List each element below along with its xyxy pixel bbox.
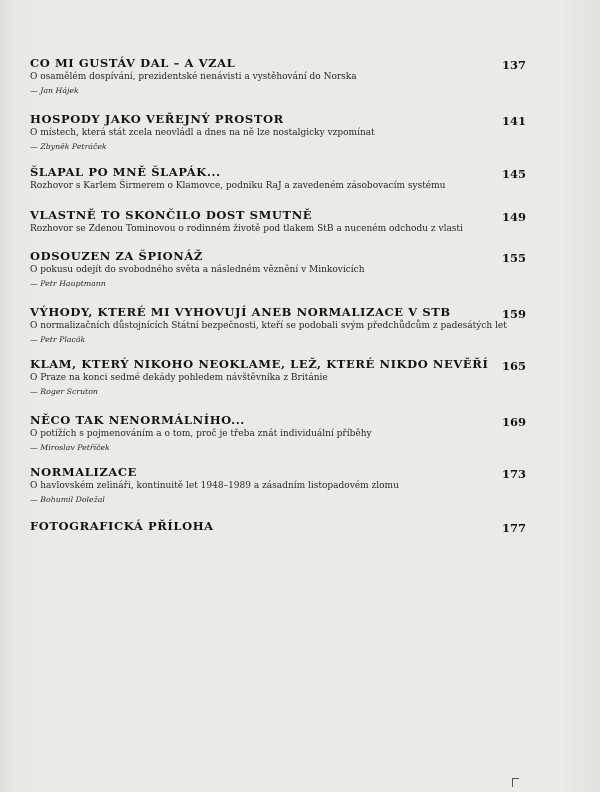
page-corner-mark bbox=[512, 778, 519, 787]
entry-author: — Petr Placák bbox=[30, 335, 86, 344]
entry-page-number: 177 bbox=[501, 521, 526, 535]
entry-author: — Roger Scruton bbox=[30, 387, 98, 396]
toc-entry bbox=[30, 249, 526, 289]
entry-description: O havlovském zelináři, kontinuitě let 1948–1989 a zásadním listopadovém zlomu bbox=[30, 481, 399, 491]
entry-author: — Zbyněk Petráček bbox=[30, 142, 107, 151]
entry-title: CO MI GUSTÁV DAL – A VZAL bbox=[30, 56, 236, 70]
toc-entry bbox=[30, 56, 526, 96]
entry-page-number: 155 bbox=[501, 251, 526, 265]
toc-entry bbox=[30, 208, 526, 235]
entry-author: — Jan Hájek bbox=[30, 86, 79, 95]
entry-title: ŠLAPAL PO MNĚ ŠLAPÁK... bbox=[30, 165, 221, 179]
entry-title: ODSOUZEN ZA ŠPIONÁŽ bbox=[30, 249, 203, 263]
toc-entry bbox=[30, 465, 526, 505]
toc-entry bbox=[30, 112, 526, 152]
entry-page-number: 145 bbox=[501, 167, 526, 181]
entry-title: VLASTNĚ TO SKONČILO DOST SMUTNĚ bbox=[30, 208, 313, 222]
entry-author: — Petr Hauptmann bbox=[30, 279, 106, 288]
entry-page-number: 165 bbox=[501, 359, 526, 373]
entry-description: Rozhovor s Karlem Širmerem o Klamovce, podniku RaJ a zavedeném zásobovacím systému bbox=[30, 181, 446, 191]
toc-entry bbox=[30, 305, 526, 345]
entry-description: O normalizačních důstojnících Státní bezpečnosti, kteří se podobali svým předchůdcům z padesátých let bbox=[30, 321, 507, 331]
entry-page-number: 159 bbox=[501, 307, 526, 321]
entry-page-number: 173 bbox=[501, 467, 526, 481]
entry-description: O Praze na konci sedmé dekády pohledem návštěvníka z Británie bbox=[30, 373, 328, 383]
entry-description: O pokusu odejít do svobodného světa a následném věznění v Minkovicích bbox=[30, 265, 365, 275]
toc-entry bbox=[30, 519, 526, 533]
entry-author: — Bohumil Doležal bbox=[30, 495, 105, 504]
entry-title: VÝHODY, KTERÉ MI VYHOVUJÍ ANEB NORMALIZACE V STB bbox=[30, 305, 451, 319]
entry-title: KLAM, KTERÝ NIKOHO NEOKLAME, LEŽ, KTERÉ NIKDO NEVĚŘÍ bbox=[30, 357, 489, 371]
entry-page-number: 141 bbox=[501, 114, 526, 128]
entry-title: FOTOGRAFICKÁ PŘÍLOHA bbox=[30, 519, 214, 533]
toc-entry bbox=[30, 165, 526, 192]
entry-description: O místech, která stát zcela neovládl a dnes na ně lze nostalgicky vzpomínat bbox=[30, 128, 375, 138]
entry-title: NORMALIZACE bbox=[30, 465, 138, 479]
entry-author: — Miroslav Petříček bbox=[30, 443, 110, 452]
toc-entry bbox=[30, 357, 526, 397]
entry-title: HOSPODY JAKO VEŘEJNÝ PROSTOR bbox=[30, 112, 284, 126]
entry-title: NĚCO TAK NENORMÁLNÍHO... bbox=[30, 413, 245, 427]
entry-page-number: 149 bbox=[501, 210, 526, 224]
entry-page-number: 169 bbox=[501, 415, 526, 429]
entry-page-number: 137 bbox=[501, 58, 526, 72]
entry-description: O osamělém dospívání, prezidentské nenávisti a vystěhování do Norska bbox=[30, 72, 357, 82]
entry-description: Rozhovor se Zdenou Tominovou o rodinném životě pod tlakem StB a nuceném odchodu z vlasti bbox=[30, 224, 463, 234]
toc-entry bbox=[30, 413, 526, 453]
entry-description: O potížích s pojmenováním a o tom, proč je třeba znát individuální příběhy bbox=[30, 429, 372, 439]
